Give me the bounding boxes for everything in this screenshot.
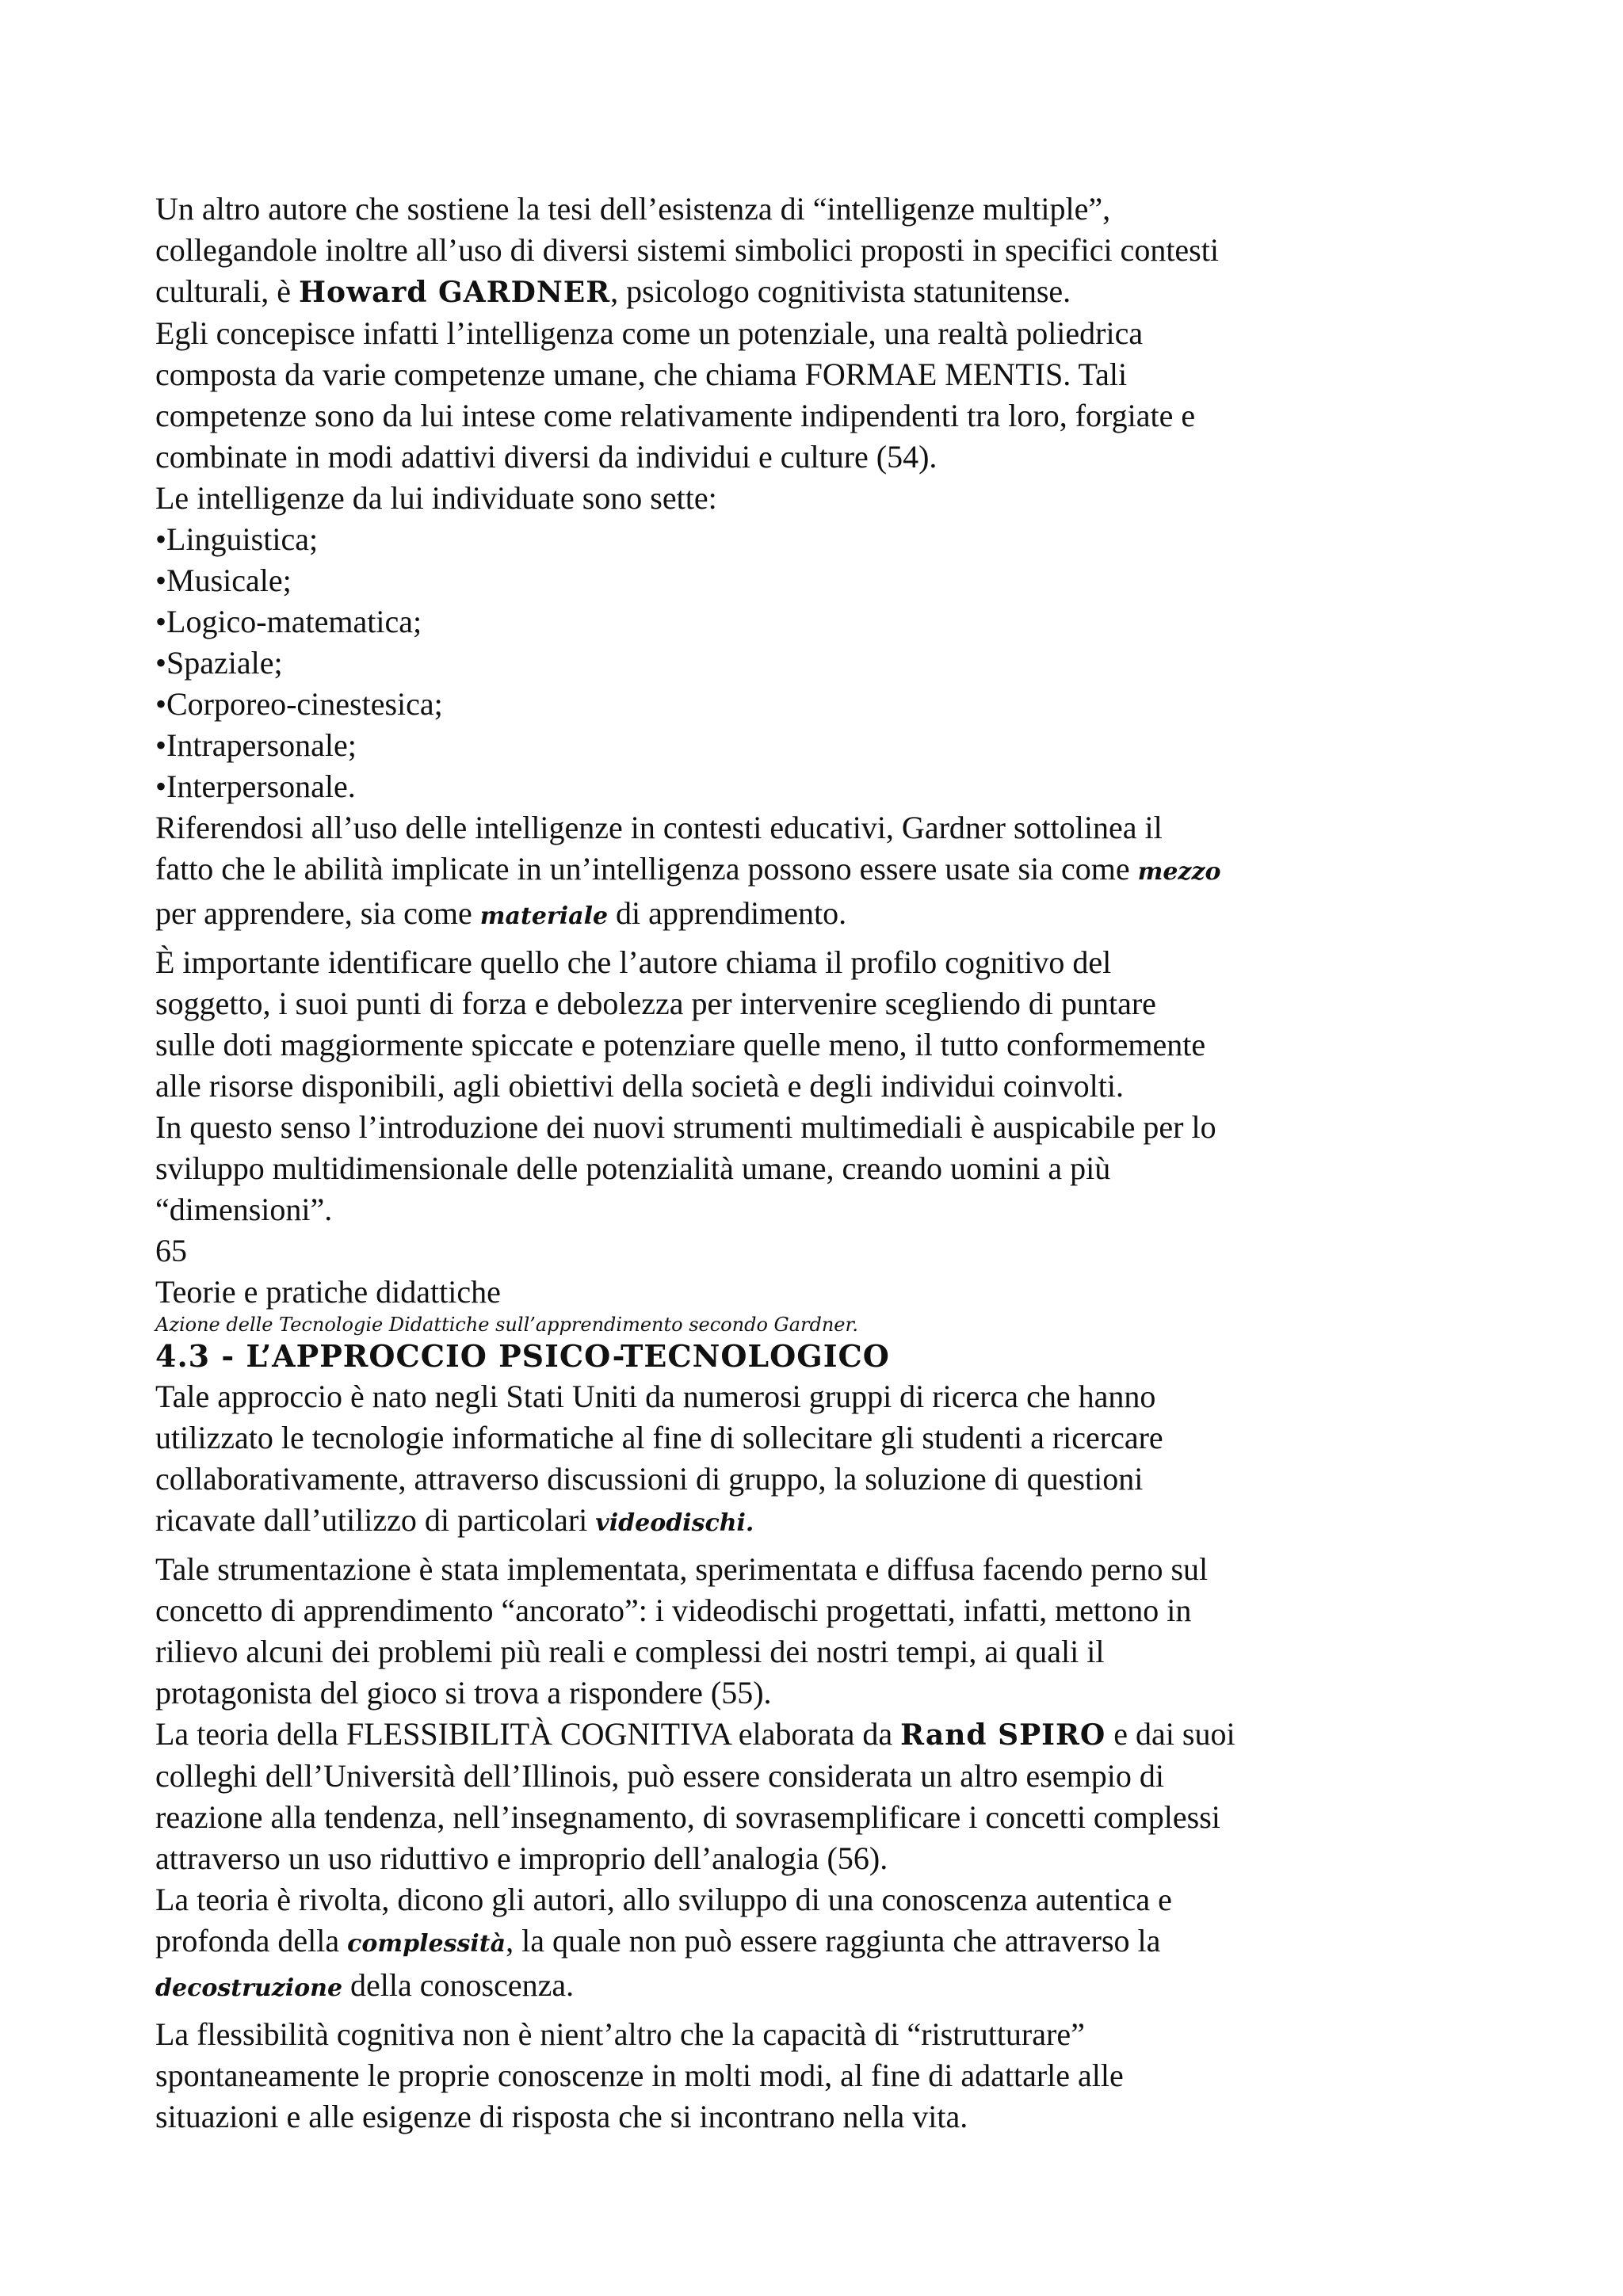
text-line: Riferendosi all’uso delle intelligenze in contesti educativi, Gardner sottolinea il bbox=[155, 810, 1163, 845]
document-page bbox=[155, 189, 1407, 2138]
list-item: •Interpersonale. bbox=[155, 769, 356, 804]
text-line: “dimensioni”. bbox=[155, 1192, 333, 1227]
running-title: Teorie e pratiche didattiche bbox=[155, 1274, 501, 1310]
paragraph-educational-use bbox=[155, 807, 1407, 937]
text-fragment: La teoria della FLESSIBILITÀ COGNITIVA elaborata da bbox=[155, 1716, 901, 1752]
text-line: È importante identificare quello che l’autore chiama il profilo cognitivo del bbox=[155, 944, 1112, 980]
list-item: •Linguistica; bbox=[155, 521, 319, 557]
page-number: 65 bbox=[155, 1233, 187, 1268]
figure-caption: Azione delle Tecnologie Didattiche sull’apprendimento secondo Gardner. bbox=[155, 1314, 858, 1336]
text-line: protagonista del gioco si trova a rispondere (55). bbox=[155, 1675, 772, 1711]
text-line: La flessibilità cognitiva non è nient’altro che la capacità di “ristrutturare” bbox=[155, 2016, 1085, 2052]
text-line: competenze sono da lui intese come relativamente indipendenti tra loro, forgiate e bbox=[155, 398, 1196, 433]
text-fragment: , psicologo cognitivista statunitense. bbox=[610, 273, 1071, 309]
text-line: concetto di apprendimento “ancorato”: i videodischi progettati, infatti, mettono in bbox=[155, 1592, 1192, 1628]
text-fragment: per apprendere, sia come bbox=[155, 895, 480, 931]
script-word-videodischi: videodischi. bbox=[595, 1509, 754, 1537]
text-line: collaborativamente, attraverso discussioni di gruppo, la soluzione di questioni bbox=[155, 1461, 1144, 1497]
script-word-decostruzione: decostruzione bbox=[155, 1974, 343, 2002]
text-line: reazione alla tendenza, nell’insegnamento, di sovrasemplificare i concetti complessi bbox=[155, 1799, 1220, 1835]
list-item: •Corporeo-cinestesica; bbox=[155, 686, 443, 722]
text-line: alle risorse disponibili, agli obiettivi della società e degli individui coinvolti. bbox=[155, 1068, 1124, 1104]
text-line: attraverso un uso riduttivo e improprio dell’analogia (56). bbox=[155, 1840, 888, 1876]
text-line: soggetto, i suoi punti di forza e debolezza per intervenire scegliendo di puntare bbox=[155, 986, 1156, 1021]
list-item: •Logico-matematica; bbox=[155, 604, 422, 639]
list-item: •Musicale; bbox=[155, 563, 292, 598]
text-fragment: di apprendimento. bbox=[608, 895, 847, 931]
author-name-spiro: Rand SPIRO bbox=[900, 1718, 1106, 1752]
text-line: Tale strumentazione è stata implementata, sperimentata e diffusa facendo perno sul bbox=[155, 1551, 1209, 1587]
paragraph-flexibility-definition bbox=[155, 2014, 1407, 2138]
paragraph-formae-mentis bbox=[155, 313, 1407, 478]
list-intro: Le intelligenze da lui individuate sono sette: bbox=[155, 480, 717, 516]
author-name-gardner: Howard GARDNER bbox=[299, 276, 611, 309]
text-fragment: profonda della bbox=[155, 1923, 348, 1958]
text-line: Un altro autore che sostiene la tesi dell’esistenza di “intelligenze multiple”, bbox=[155, 191, 1111, 227]
list-item: •Intrapersonale; bbox=[155, 727, 357, 763]
text-line: In questo senso l’introduzione dei nuovi strumenti multimediali è auspicabile per lo bbox=[155, 1109, 1216, 1145]
text-line: colleghi dell’Università dell’Illinois, può essere considerata un altro esempio di bbox=[155, 1758, 1164, 1794]
text-line: collegandole inoltre all’uso di diversi sistemi simbolici proposti in specifici contesti bbox=[155, 232, 1219, 268]
text-line: La teoria è rivolta, dicono gli autori, allo sviluppo di una conoscenza autentica e bbox=[155, 1882, 1172, 1917]
text-line: sviluppo multidimensionale delle potenzialità umane, creando uomini a più bbox=[155, 1150, 1111, 1186]
paragraph-cognitive-profile bbox=[155, 942, 1407, 1230]
text-line: Tale approccio è nato negli Stati Uniti da numerosi gruppi di ricerca che hanno bbox=[155, 1379, 1156, 1414]
text-line: sulle doti maggiormente spiccate e potenziare quelle meno, il tutto conformemente bbox=[155, 1027, 1206, 1062]
paragraph-gardner-intro bbox=[155, 189, 1407, 313]
text-line: spontaneamente le proprie conoscenze in molti modi, al fine di adattarle alle bbox=[155, 2058, 1124, 2093]
text-fragment: della conoscenza. bbox=[342, 1967, 575, 2003]
text-fragment: fatto che le abilità implicate in un’intelligenza possono essere usate sia come bbox=[155, 851, 1138, 887]
script-word-complessita: complessità bbox=[347, 1930, 506, 1958]
text-fragment: e dai suoi bbox=[1106, 1716, 1235, 1752]
paragraph-anchored-learning bbox=[155, 1549, 1407, 1714]
section-heading: 4.3 - L’APPROCCIO PSICO-TECNOLOGICO bbox=[155, 1338, 890, 1374]
text-fragment: , la quale non può essere raggiunta che attraverso la bbox=[506, 1923, 1161, 1958]
paragraph-complexity bbox=[155, 1879, 1407, 2009]
script-word-mezzo: mezzo bbox=[1137, 858, 1221, 886]
text-line: composta da varie competenze umane, che chiama FORMAE MENTIS. Tali bbox=[155, 357, 1128, 392]
text-fragment: culturali, è bbox=[155, 273, 300, 309]
list-item: •Spaziale; bbox=[155, 645, 283, 681]
text-line: Egli concepisce infatti l’intelligenza come un potenziale, una realtà poliedrica bbox=[155, 315, 1144, 351]
paragraph-cognitive-flexibility bbox=[155, 1714, 1407, 1879]
paragraph-psycho-tech-approach bbox=[155, 1376, 1407, 1544]
script-word-materiale: materiale bbox=[479, 902, 609, 930]
text-line: utilizzato le tecnologie informatiche al fine di sollecitare gli studenti a ricercare bbox=[155, 1420, 1163, 1455]
text-fragment: ricavate dall’utilizzo di particolari bbox=[155, 1502, 596, 1538]
text-line: combinate in modi adattivi diversi da individui e culture (54). bbox=[155, 439, 938, 475]
text-line: situazioni e alle esigenze di risposta che si incontrano nella vita. bbox=[155, 2099, 968, 2134]
text-line: rilievo alcuni dei problemi più reali e complessi dei nostri tempi, ai quali il bbox=[155, 1634, 1105, 1669]
intelligences-list bbox=[155, 519, 1407, 807]
